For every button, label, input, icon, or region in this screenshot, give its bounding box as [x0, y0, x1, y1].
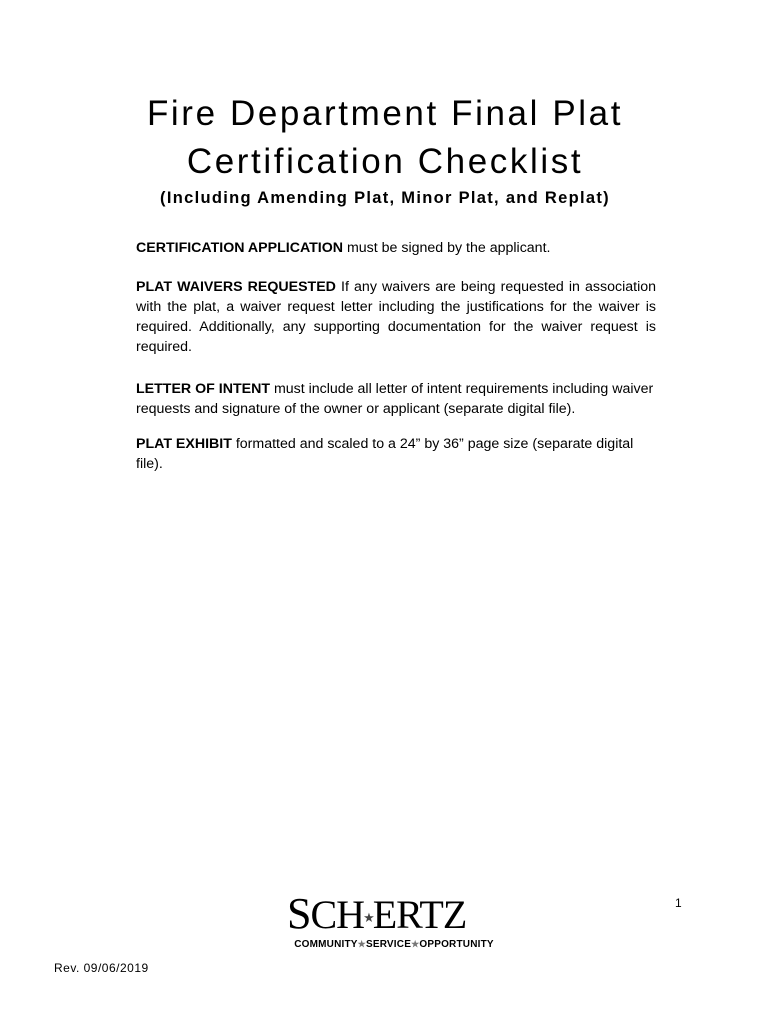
section-heading: PLAT WAIVERS REQUESTED	[136, 279, 336, 295]
section-plat-waivers	[136, 277, 656, 357]
section-text: must include all letter of intent requirements including waiver requests and signature of the owner or applicant (separate digital file).	[136, 381, 654, 417]
section-letter-of-intent	[136, 379, 656, 419]
star-icon: ★	[357, 939, 366, 949]
star-icon: ★	[411, 939, 420, 949]
section-plat-exhibit	[136, 434, 656, 474]
section-text: formatted and scaled to a 24” by 36” page size (separate digital file).	[136, 436, 634, 472]
revision-date: Rev. 09/06/2019	[54, 961, 149, 975]
document-title-line-2: Certification Checklist	[186, 142, 584, 181]
section-certification-application	[136, 238, 656, 258]
section-text: must be signed by the applicant.	[343, 240, 551, 256]
logo-wordmark: SCH★ERTZ	[287, 889, 467, 938]
schertz-logo	[287, 889, 501, 953]
document-title-line-1: Fire Department Final Plat	[146, 94, 624, 133]
logo-tagline: COMMUNITY★SERVICE★OPPORTUNITY	[294, 939, 494, 950]
star-icon: ★	[363, 910, 374, 925]
document-subtitle: (Including Amending Plat, Minor Plat, and Replat)	[160, 189, 610, 207]
section-heading: PLAT EXHIBIT	[136, 436, 232, 452]
section-heading: CERTIFICATION APPLICATION	[136, 240, 344, 256]
section-heading: LETTER OF INTENT	[136, 381, 270, 397]
page-number: 1	[675, 896, 682, 910]
section-text: If any waivers are being requested in association with the plat, a waiver request letter including the justifications for the waiver is required. Additionally, any supporting documentation for the waiver request is required.	[136, 279, 657, 355]
